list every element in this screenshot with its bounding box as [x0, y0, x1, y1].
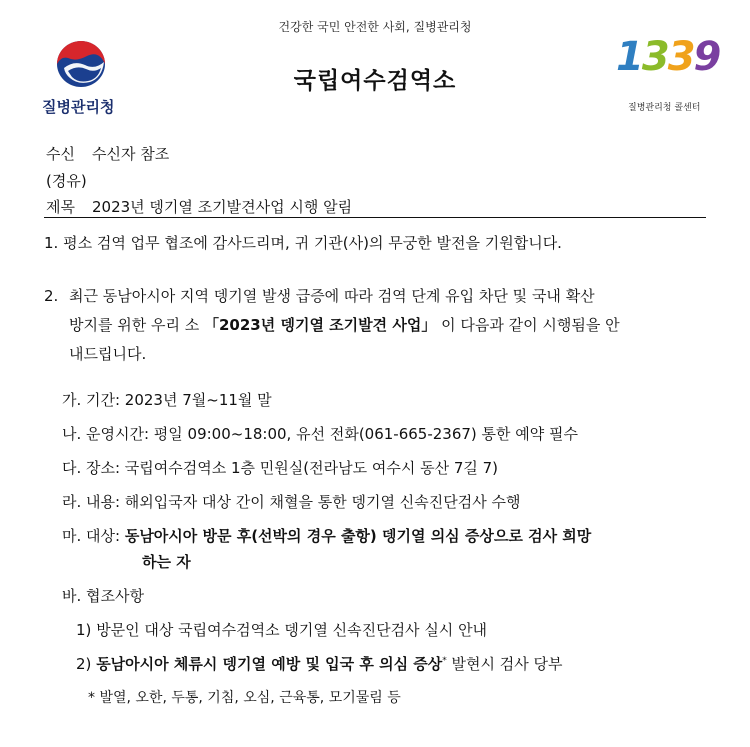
sub-item-2-bold: 동남아시아 체류시 뎅기열 예방 및 입국 후 의심 증상: [96, 655, 443, 673]
sub-item-2-rest: 발현시 검사 당부: [446, 655, 563, 673]
recipient-value: 수신자 참조: [92, 145, 170, 163]
item-ga: [62, 389, 272, 410]
header-divider: [44, 217, 706, 218]
item-ba-label: 바.: [62, 587, 82, 605]
paragraph-2-number: 2.: [44, 287, 59, 305]
paragraph-2-text-d: 내드립니다.: [69, 345, 147, 363]
item-na-label: 나.: [62, 425, 82, 443]
item-ga-label: 가.: [62, 391, 82, 409]
subject-line: [46, 196, 352, 217]
sub-item-2: [76, 653, 563, 674]
footnote-mark: *: [88, 690, 95, 706]
paragraph-2-text-b: 방지를 위한 우리 소: [69, 316, 204, 334]
item-ma-text-2: 하는 자: [142, 553, 191, 571]
project-name-highlight: 「2023년 뎅기열 조기발견 사업」: [204, 316, 437, 334]
subject-value: 2023년 뎅기열 조기발견사업 시행 알림: [92, 198, 353, 216]
via-line: [46, 170, 87, 191]
item-ba: [62, 585, 144, 606]
item-da: [62, 457, 498, 478]
item-na-text: 운영시간: 평일 09:00~18:00, 유선 전화(061-665-2367) 통한 예약 필수: [86, 425, 579, 443]
item-da-label: 다.: [62, 459, 82, 477]
hotline-caption: 질병관리청 콜센터: [628, 103, 701, 113]
footnote-text: 발열, 오한, 두통, 기침, 오심, 근육통, 모기물림 등: [99, 690, 401, 706]
sub-item-1-text: 방문인 대상 국립여수검역소 뎅기열 신속진단검사 실시 안내: [96, 621, 488, 639]
recipient-label: 수신: [46, 145, 75, 163]
document-title: 국립여수검역소: [293, 68, 457, 94]
item-ra: [62, 491, 520, 512]
paragraph-2-line-2: [44, 311, 708, 340]
item-ma-key: 대상:: [86, 527, 121, 545]
paragraph-2-line-1: [44, 282, 708, 311]
item-da-text: 장소: 국립여수검역소 1층 민원실(전라남도 여수시 동산 7길 7): [86, 459, 499, 477]
paragraph-2: [44, 282, 708, 369]
paragraph-2-text-c: 이 다음과 같이 시행됨을 안: [441, 316, 620, 334]
hotline-digit-3b: 3: [667, 34, 694, 80]
slogan: 건강한 국민 안전한 사회, 질병관리청: [278, 20, 472, 34]
paragraph-1: [44, 229, 708, 258]
sub-item-2-footnote-mark: *: [442, 656, 447, 666]
item-ra-label: 라.: [62, 493, 82, 511]
hotline-digit-1: 1: [616, 34, 642, 80]
via-label: (경유): [46, 172, 87, 190]
sub-item-1-label: 1): [76, 621, 92, 639]
item-ga-text: 기간: 2023년 7월~11월 말: [86, 391, 272, 409]
item-ma-text-1: 동남아시아 방문 후(선박의 경우 출항) 뎅기열 의심 증상으로 검사 희망: [124, 527, 592, 545]
hotline-digit-9: 9: [693, 34, 720, 80]
sub-item-1: [76, 619, 487, 640]
item-ra-text: 내용: 해외입국자 대상 간이 채혈을 통한 뎅기열 신속진단검사 수행: [86, 493, 521, 511]
item-ma: [62, 525, 591, 546]
paragraph-2-text-a: 최근 동남아시아 지역 뎅기열 발생 급증에 따라 검역 단계 유입 차단 및 국내 확산: [69, 287, 595, 305]
agency-name: 질병관리청: [42, 98, 115, 116]
sub-item-2-label: 2): [76, 655, 92, 673]
paragraph-1-text: 평소 검역 업무 협조에 감사드리며, 귀 기관(사)의 무궁한 발전을 기원합니다.: [63, 234, 562, 252]
item-ba-text: 협조사항: [86, 587, 144, 605]
item-ma-label: 마.: [62, 527, 82, 545]
paragraph-1-number: 1.: [44, 234, 59, 252]
hotline-digit-3a: 3: [641, 34, 668, 80]
recipient-line: [46, 143, 169, 164]
item-na: [62, 423, 578, 444]
footnote: [88, 687, 401, 707]
hotline-number: [616, 34, 719, 80]
paragraph-2-line-3: [44, 340, 708, 369]
subject-label: 제목: [46, 198, 75, 216]
hotline-logo: [612, 34, 720, 118]
